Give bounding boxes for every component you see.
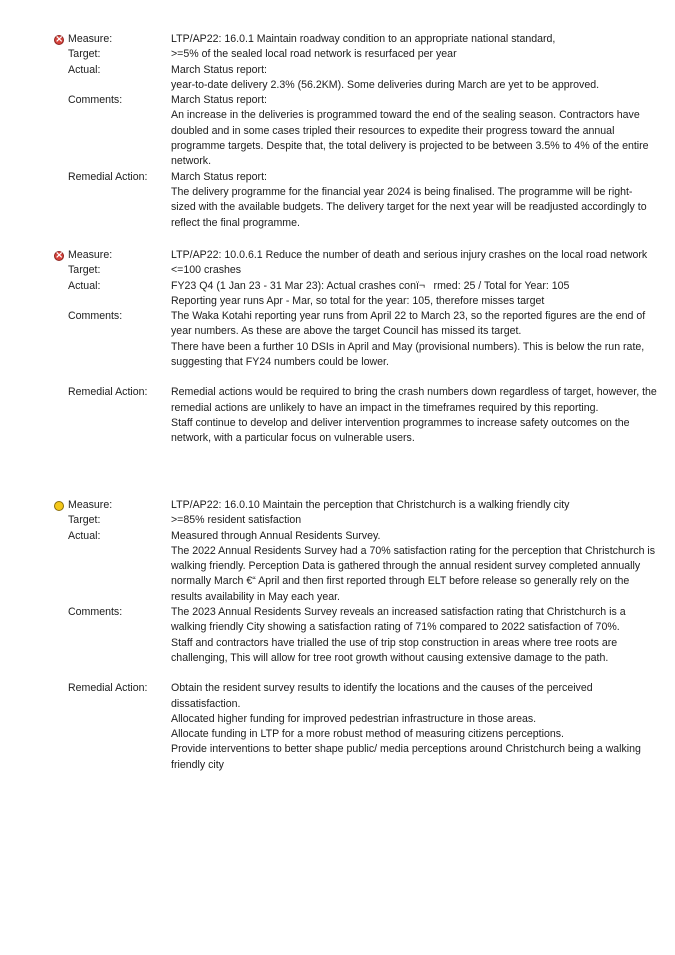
measure-label: Measure: [68, 33, 113, 45]
target-text: >=85% resident satisfaction [171, 514, 302, 527]
target-row [0, 513, 675, 528]
actual-row [0, 279, 675, 310]
amber-status-icon [54, 501, 64, 511]
comments-text: Staff and contractors have trialled the use of trip stop construction in areas where tree roots are challenging, This will allow for tree root growth without causing extensive damage to the path. [171, 636, 618, 664]
actual-text: FY23 Q4 (1 Jan 23 - 31 Mar 23): Actual crashes conï¬rmed: 25 / Total for Year: 105 [171, 279, 570, 292]
remedial-text: Obtain the resident survey results to identify the locations and the causes of the perceived dissatisfaction. [171, 682, 593, 710]
actual-label: Actual: [68, 279, 101, 292]
remedial-text: March Status report: [171, 170, 267, 183]
remedial-text: Allocated higher funding for improved pedestrian infrastructure in those areas. [171, 712, 537, 725]
remedial-text: Provide interventions to better shape public/ media perceptions around Christchurch being a walking friendly city [171, 743, 641, 771]
remedial-row [0, 170, 675, 231]
measure-text: LTP/AP22: 16.0.1 Maintain roadway condition to an appropriate national standard, [171, 33, 556, 45]
comments-label: Comments: [68, 606, 123, 619]
remedial-label: Remedial Action: [68, 682, 148, 695]
measure-text: LTP/AP22: 16.0.10 Maintain the perception that Christchurch is a walking friendly city [171, 499, 570, 511]
actual-text: March Status report: [171, 63, 267, 76]
measure-block-3 [0, 498, 675, 773]
comments-row [0, 309, 675, 370]
red-status-icon [54, 35, 64, 45]
target-label: Target: [68, 48, 101, 61]
actual-label: Actual: [68, 529, 101, 542]
actual-row [0, 529, 675, 605]
measure-row [0, 498, 675, 513]
comments-text: The Waka Kotahi reporting year runs from April 22 to March 23, so the reported figures are the end of year numbers. As these are above the target Council has missed its target. [171, 310, 646, 338]
measure-row [0, 32, 675, 47]
remedial-text: The delivery programme for the financial year 2024 is being finalised. The programme will be right-sized with the available budgets. The delivery target for the next year will be readjusted accordingly to reflect the final programme. [171, 185, 647, 229]
target-text: <=100 crashes [171, 264, 242, 277]
remedial-text: Staff continue to develop and deliver intervention programmes to increase safety outcomes on the network, with a particular focus on vulnerable users. [171, 416, 630, 445]
remedial-text: Allocate funding in LTP for a more robust method of measuring citizens perceptions. [171, 728, 564, 741]
remedial-label: Remedial Action: [68, 386, 148, 399]
measure-row [0, 248, 675, 263]
comments-text: An increase in the deliveries is programmed toward the end of the sealing season. Contractors have doubled and in some cases tripled their resources to expedite their progress toward the annual programme targets. Despite that, the total delivery is projected to be between 3.5% to 4% of the entire network. [171, 109, 649, 168]
measure-block-2 [0, 248, 675, 447]
actual-row [0, 63, 675, 94]
comments-text: The 2023 Annual Residents Survey reveals an increased satisfaction rating that Christchurch is a walking friendly City showing a satisfaction rating of 71% compared to 2022 satisfaction of 70%. [171, 606, 626, 634]
measure-text: LTP/AP22: 10.0.6.1 Reduce the number of death and serious injury crashes on the local road network [171, 249, 648, 261]
actual-label: Actual: [68, 63, 101, 76]
measure-label: Measure: [68, 249, 113, 261]
remedial-label: Remedial Action: [68, 170, 148, 183]
measure-block-1 [0, 32, 675, 231]
target-text: >=5% of the sealed local road network is resurfaced per year [171, 48, 457, 61]
remedial-text: Remedial actions would be required to bring the crash numbers down regardless of target, however, the remedial actions are unlikely to have an impact in the timeframes required by this reporting. [171, 386, 657, 414]
comments-row [0, 93, 675, 169]
target-row [0, 47, 675, 62]
actual-text: The 2022 Annual Residents Survey had a 70% satisfaction rating for the perception that Christchurch is walking friendly. Perception Data is gathered through the annual resident survey completed annually normally March €“ April and then first reported through ELT before release so generally rely on the results availability in May each year. [171, 544, 656, 603]
target-label: Target: [68, 514, 101, 527]
remedial-row [0, 681, 675, 773]
red-status-icon [54, 251, 64, 261]
comments-label: Comments: [68, 310, 123, 323]
measure-label: Measure: [68, 499, 113, 511]
target-label: Target: [68, 264, 101, 277]
comments-text: March Status report: [171, 94, 267, 107]
comments-row [0, 605, 675, 666]
remedial-row [0, 385, 675, 446]
actual-text: year-to-date delivery 2.3% (56.2KM). Some deliveries during March are yet to be approved. [171, 78, 600, 91]
actual-text: Measured through Annual Residents Survey. [171, 529, 381, 542]
actual-text: Reporting year runs Apr - Mar, so total for the year: 105, therefore misses target [171, 294, 545, 307]
comments-text: There have been a further 10 DSIs in April and May (provisional numbers). This is below the run rate, suggesting that FY24 numbers could be lower. [171, 340, 645, 369]
comments-label: Comments: [68, 94, 123, 107]
target-row [0, 263, 675, 278]
